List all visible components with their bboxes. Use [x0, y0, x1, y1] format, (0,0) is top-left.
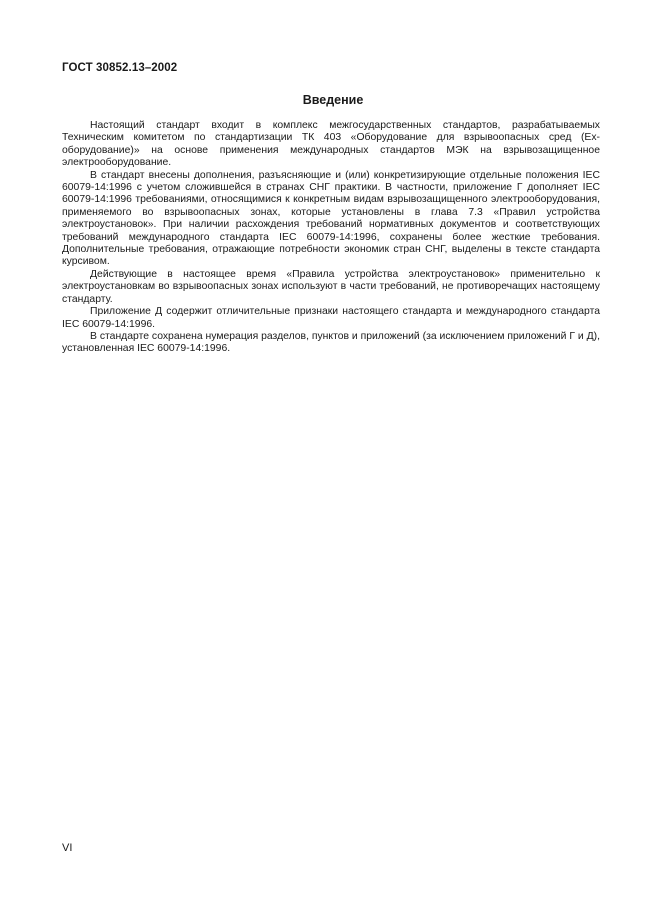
paragraph: В стандарте сохранена нумерация разделов, пунктов и приложений (за исключением приложений Г и Д), установленная IEC 60079-14:1996. [62, 330, 600, 355]
paragraph: Настоящий стандарт входит в комплекс межгосударственных стандартов, разрабатываемых Техническим комитетом по стандартизации ТК 403 «Оборудование для взрывоопасных сред (Ex-оборудование)» на основе применения международных стандартов МЭК на взрывозащищенное электрооборудование. [62, 120, 600, 169]
paragraph: Приложение Д содержит отличительные признаки настоящего стандарта и международного стандарта IEC 60079-14:1996. [62, 306, 600, 330]
body-text [62, 120, 600, 356]
document-header: ГОСТ 30852.13–2002 [62, 62, 178, 74]
page-number: VI [62, 842, 73, 854]
section-title: Введение [302, 93, 364, 107]
paragraph: В стандарт внесены дополнения, разъясняющие и (или) конкретизирующие отдельные положения IEC 60079-14:1996 с учетом сложившейся в странах СНГ практики. В частности, приложение Г дополняет IEC 60079-14:1996 требованиями, относящимися к конкретным видам взрывозащищенного электрооборудования, применяемого во взрывоопасных зонах, которые установлены в глава 7.3 «Правил устройства электроустановок». При наличии расхождения требований нормативных документов и соответствующих требований международного стандарта IEC 60079-14:1996, сохранены более жесткие требования. Дополнительные требования, отражающие потребности экономик стран СНГ, выделены в тексте стандарта курсивом. [62, 169, 600, 268]
paragraph: Действующие в настоящее время «Правила устройства электроустановок» применительно к электроустановкам во взрывоопасных зонах используют в части требований, не противоречащих настоящему стандарту. [62, 268, 600, 305]
